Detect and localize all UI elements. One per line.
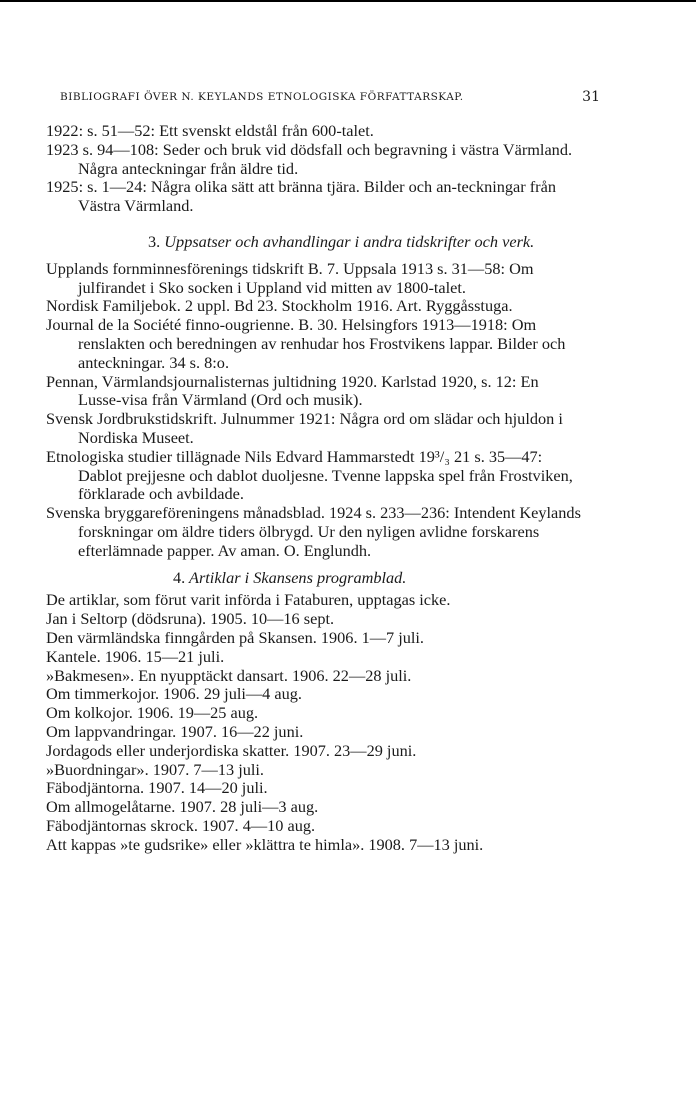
page-body: [46, 122, 586, 854]
page-number: 31: [582, 89, 600, 105]
programblad-entry: Den värmländska finngården på Skansen. 1906. 1—7 juli.: [46, 627, 425, 647]
section-4-title: Artiklar i Skansens programblad.: [189, 567, 407, 587]
programblad-entry: Om kolkojor. 1906. 19—25 aug.: [46, 703, 259, 723]
programblad-entry: Om lappvandringar. 1907. 16—22 juni.: [46, 721, 304, 741]
bibliography-entry: Journal de la Société finno-ougrienne. B. 30. Helsingfors 1913—1918: Om renslakten och beredningen av renhudar hos Frostvikens lappar. Bilder och anteckningar. 34 s. 8:o.: [46, 315, 566, 372]
bibliography-entry: Svenska bryggareföreningens månadsblad. 1924 s. 233—236: Intendent Keylands forskningar om äldre tiders ölbrygd. Ur den nyligen avlidne forskarens efterlämnade papper. Av aman. O. Englundh.: [46, 503, 581, 560]
year-entry-list: [46, 122, 586, 216]
page-top-rule: [0, 0, 696, 2]
section-3-number: 3.: [148, 231, 161, 251]
programblad-entry: Kantele. 1906. 15—21 juli.: [46, 646, 225, 666]
year-entry: 1922: s. 51—52: Ett svenskt eldstål från 600-talet.: [46, 121, 374, 140]
programblad-entry: Fäbodjäntornas skrock. 1907. 4—10 aug.: [46, 815, 316, 835]
programblad-entry: Jordagods eller underjordiska skatter. 1907. 23—29 juni.: [46, 740, 417, 760]
section-4-heading: [46, 569, 586, 588]
programblad-entry: Att kappas »te gudsrike» eller »klättra te himla». 1908. 7—13 juni.: [46, 834, 484, 854]
bibliography-entry: Upplands fornminnesförenings tidskrift B. 7. Uppsala 1913 s. 31—58: Om julfirandet i Sko socken i Uppland vid mitten av 1800-talet.: [46, 258, 534, 297]
bibliography-entry: Svensk Jordbrukstidskrift. Julnummer 1921: Några ord om slädar och hjuldon i Nordiska Museet.: [46, 409, 563, 447]
section-4-list: [46, 591, 586, 854]
programblad-entry: »Bakmesen». En nyupptäckt dansart. 1906. 22—28 juli.: [46, 665, 412, 685]
section-3-title: Uppsatser och avhandlingar i andra tidskrifter och verk.: [164, 231, 535, 251]
section-4-number: 4.: [173, 567, 186, 587]
bibliography-entry: Pennan, Värmlandsjournalisternas jultidning 1920. Karlstad 1920, s. 12: En Lusse-visa från Värmland (Ord och musik).: [46, 371, 539, 410]
programblad-entry: Jan i Seltorp (dödsruna). 1905. 10—16 sept.: [46, 609, 335, 629]
running-title: BIBLIOGRAFI ÖVER N. KEYLANDS ETNOLOGISKA FÖRFATTARSKAP.: [60, 91, 464, 103]
running-header: [60, 91, 600, 103]
section-3-heading: [46, 233, 586, 252]
year-entry: 1923 s. 94—108: Seder och bruk vid dödsfall och begravning i västra Värmland. Några anteckningar från äldre tid.: [46, 139, 573, 178]
bibliography-entry: Etnologiska studier tillägnade Nils Edvard Hammarstedt 19³/₃ 21 s. 35—47: Dablot prejjesne och dablot duoljesne. Tvenne lappska spel från Frostviken, förklarade och avbildade.: [46, 446, 573, 504]
bibliography-entry: Nordisk Familjebok. 2 uppl. Bd 23. Stockholm 1916. Art. Ryggåsstuga.: [46, 296, 513, 316]
programblad-entry: »Buordningar». 1907. 7—13 juli.: [46, 759, 264, 779]
section-3-list: [46, 260, 586, 561]
year-entry: 1925: s. 1—24: Några olika sätt att bränna tjära. Bilder och an-teckningar från Västra Värmland.: [46, 177, 556, 216]
programblad-entry: Om allmogelåtarne. 1907. 28 juli—3 aug.: [46, 797, 319, 817]
section-4-note: De artiklar, som förut varit införda i Fataburen, upptagas icke.: [46, 590, 451, 610]
programblad-entry: Fäbodjäntorna. 1907. 14—20 juli.: [46, 778, 268, 798]
programblad-entry: Om timmerkojor. 1906. 29 juli—4 aug.: [46, 684, 302, 704]
